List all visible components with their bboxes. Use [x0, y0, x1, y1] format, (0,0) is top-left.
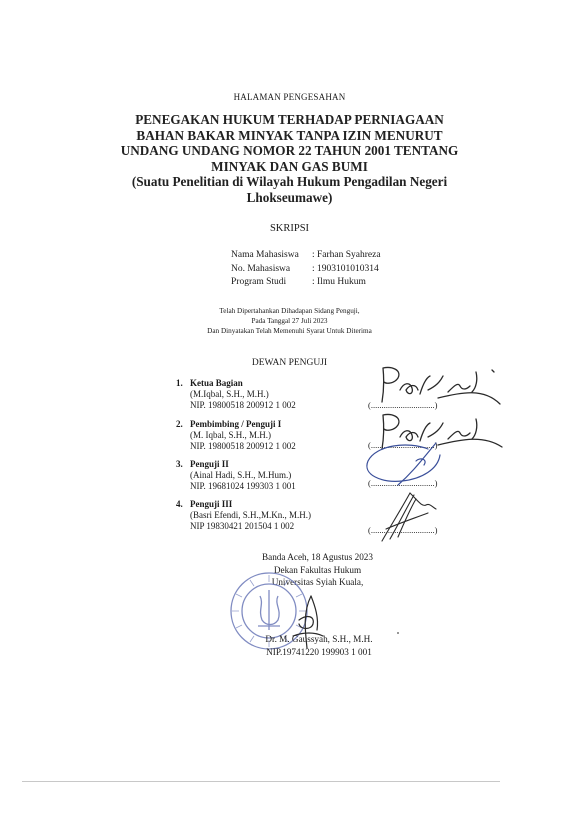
examiner-name: (M.Iqbal, S.H., M.H.): [190, 388, 269, 399]
student-label: Program Studi: [231, 277, 287, 287]
student-info: [231, 249, 381, 290]
student-value: : Ilmu Hukum: [312, 277, 366, 287]
title-line: BAHAN BAKAR MINYAK TANPA IZIN MENURUT: [136, 127, 443, 143]
signature-1-icon: [368, 360, 508, 410]
signature-line: (..............................): [368, 400, 438, 410]
dean-position: Dekan Fakultas Hukum: [273, 564, 362, 575]
student-label: No. Mahasiswa: [231, 263, 291, 274]
signature-4-icon: [370, 487, 450, 545]
examiner-name: (M. Iqbal, S.H., M.H.): [190, 429, 271, 440]
place-date: Banda Aceh, 18 Agustus 2023: [261, 552, 373, 562]
student-row: [231, 249, 381, 263]
defense-statement: [0, 306, 579, 336]
signature-line: (..............................): [368, 478, 438, 488]
examiner-number: 4.: [176, 499, 183, 509]
university-name: Universitas Syiah Kuala,: [271, 577, 364, 587]
dean-nip: NIP.19741220 199903 1 001: [266, 647, 372, 657]
defense-line: Dan Dinyatakan Telah Memenuhi Syarat Untuk Diterima: [207, 327, 372, 335]
title-line: PENEGAKAN HUKUM TERHADAP PERNIAGAAN: [135, 112, 444, 127]
document-type: SKRIPSI: [269, 223, 310, 234]
examiner-number: 3.: [176, 459, 183, 469]
examiner-role: Penguji II: [190, 459, 229, 469]
examiner-number: 1.: [176, 378, 183, 388]
dean-block: [249, 633, 389, 659]
thesis-title: [0, 112, 579, 205]
examiner-nip: NIP. 19800518 200912 1 002: [190, 440, 296, 451]
defense-line: Telah Dipertahankan Dihadapan Sidang Penguji,: [219, 307, 360, 315]
signature-line: (..............................): [368, 440, 438, 450]
title-line: Lhokseumawe): [246, 189, 333, 205]
examiner-nip: NIP. 19800518 200912 1 002: [190, 399, 296, 410]
examiner-number: 2.: [176, 419, 183, 429]
scan-speck: [397, 632, 399, 634]
title-line: UNDANG UNDANG NOMOR 22 TAHUN 2001 TENTANG: [120, 143, 459, 158]
examiner-nip: NIP. 19681024 199303 1 001: [190, 480, 296, 491]
examiner-name: (Ainal Hadi, S.H., M.Hum.): [190, 469, 292, 480]
examiner-role: Pembimbing / Penguji I: [190, 419, 282, 429]
signature-3-icon: [358, 437, 450, 489]
student-label: Nama Mahasiswa: [231, 250, 299, 260]
signature-line: (..............................): [368, 525, 438, 535]
student-row: [231, 263, 381, 277]
page-header: HALAMAN PENGESAHAN: [233, 92, 346, 102]
defense-line: Pada Tanggal 27 Juli 2023: [251, 317, 328, 325]
student-row: [231, 276, 381, 290]
student-value: : 1903101010314: [312, 263, 379, 274]
examiner-role: Ketua Bagian: [190, 378, 243, 388]
bottom-divider: [22, 781, 500, 782]
examiner-name: (Basri Efendi, S.H.,M.Kn., M.H.): [190, 509, 311, 520]
title-line: (Suatu Penelitian di Wilayah Hukum Pengadilan Negeri: [131, 174, 448, 189]
title-line: MINYAK DAN GAS BUMI: [211, 158, 368, 174]
examiner-nip: NIP 19830421 201504 1 002: [190, 520, 295, 531]
dean-name: Dr. M. Gaussyah, S.H., M.H.: [265, 634, 373, 644]
examiner-role: Penguji III: [190, 499, 233, 509]
student-value: : Farhan Syahreza: [312, 250, 381, 260]
board-title: DEWAN PENGUJI: [251, 358, 328, 368]
